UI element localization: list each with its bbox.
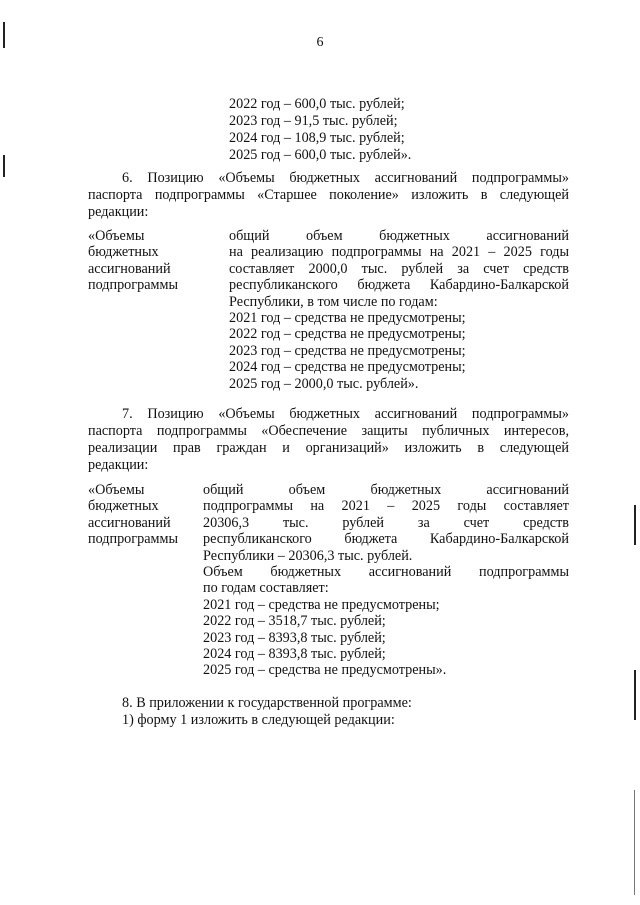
item6-right-line: 2023 год – средства не предусмотрены;	[229, 342, 466, 359]
item6-right-line: на реализацию подпрограммы на 2021 – 2025 годы	[229, 244, 569, 261]
scan-mark-right-1	[634, 505, 636, 545]
item7-right-line: 20306,3 тыс. рублей за счет средств	[203, 514, 569, 531]
item6-left-line: ассигнований	[88, 260, 171, 277]
item6-right-line: 2025 год – 2000,0 тыс. рублей».	[229, 375, 419, 392]
item6-right-line: общий объем бюджетных ассигнований	[229, 228, 569, 244]
item7-right-line: Республики – 20306,3 тыс. рублей.	[203, 547, 413, 564]
item6-left-cell	[88, 228, 223, 294]
item7-right-line: 2024 год – 8393,8 тыс. рублей;	[203, 645, 386, 662]
page-number: 6	[316, 35, 324, 50]
top-list-item: 2024 год – 108,9 тыс. рублей;	[229, 130, 405, 146]
item7-right-line: общий объем бюджетных ассигнований	[203, 482, 569, 498]
scan-mark-left-mid	[3, 155, 5, 177]
top-list-item: 2025 год – 600,0 тыс. рублей».	[229, 147, 412, 163]
item7-left-line: подпрограммы	[88, 531, 178, 548]
item7-left-cell	[88, 482, 198, 548]
item7-left-line: ассигнований	[88, 514, 171, 531]
item7-right-line: 2022 год – 3518,7 тыс. рублей;	[203, 613, 386, 630]
item8-line: 1) форму 1 изложить в следующей редакции:	[122, 712, 395, 728]
item7-paragraph-line: 7. Позицию «Объемы бюджетных ассигнований подпрограммы»	[122, 406, 569, 422]
item7-left-line: бюджетных	[88, 498, 159, 515]
scan-mark-right-2	[634, 670, 636, 720]
item7-right-line: республиканского бюджета Кабардино-Балкарской	[203, 531, 569, 548]
item7-right-line: 2021 год – средства не предусмотрены;	[203, 596, 440, 613]
item6-paragraph-line: паспорта подпрограммы «Старшее поколение» изложить в следующей	[88, 187, 569, 203]
item6-right-line: 2021 год – средства не предусмотрены;	[229, 309, 466, 326]
item7-right-line: 2023 год – 8393,8 тыс. рублей;	[203, 629, 386, 646]
item6-right-line: Республики, в том числе по годам:	[229, 293, 438, 310]
item7-right-line: 2025 год – средства не предусмотрены».	[203, 662, 447, 679]
item6-right-line: 2024 год – средства не предусмотрены;	[229, 359, 466, 376]
top-list-item: 2022 год – 600,0 тыс. рублей;	[229, 96, 405, 112]
item7-right-line: по годам составляет:	[203, 580, 329, 597]
item7-paragraph-line: паспорта подпрограммы «Обеспечение защиты публичных интересов,	[88, 423, 569, 439]
item6-right-line: республиканского бюджета Кабардино-Балкарской	[229, 277, 569, 294]
item6-left-line: бюджетных	[88, 244, 159, 261]
item6-right-cell	[229, 228, 569, 392]
item7-left-line: «Объемы	[88, 482, 145, 498]
item6-paragraph-line: 6. Позицию «Объемы бюджетных ассигнований подпрограммы»	[122, 170, 569, 186]
item6-right-line: 2022 год – средства не предусмотрены;	[229, 326, 466, 343]
item6-left-line: подпрограммы	[88, 277, 178, 294]
item8-line: 8. В приложении к государственной программе:	[122, 695, 412, 711]
item7-paragraph-line: редакции:	[88, 457, 149, 473]
item6-right-line: составляет 2000,0 тыс. рублей за счет средств	[229, 260, 569, 277]
scan-mark-right-3	[634, 790, 635, 895]
item7-right-cell	[203, 482, 569, 679]
item7-paragraph-line: реализации прав граждан и организаций» изложить в следующей	[88, 440, 569, 456]
item7-right-line: Объем бюджетных ассигнований подпрограммы	[203, 563, 569, 580]
top-list-item: 2023 год – 91,5 тыс. рублей;	[229, 113, 398, 129]
item6-paragraph-line: редакции:	[88, 204, 149, 220]
item7-right-line: подпрограммы на 2021 – 2025 годы составляет	[203, 498, 569, 515]
item6-left-line: «Объемы	[88, 228, 145, 244]
